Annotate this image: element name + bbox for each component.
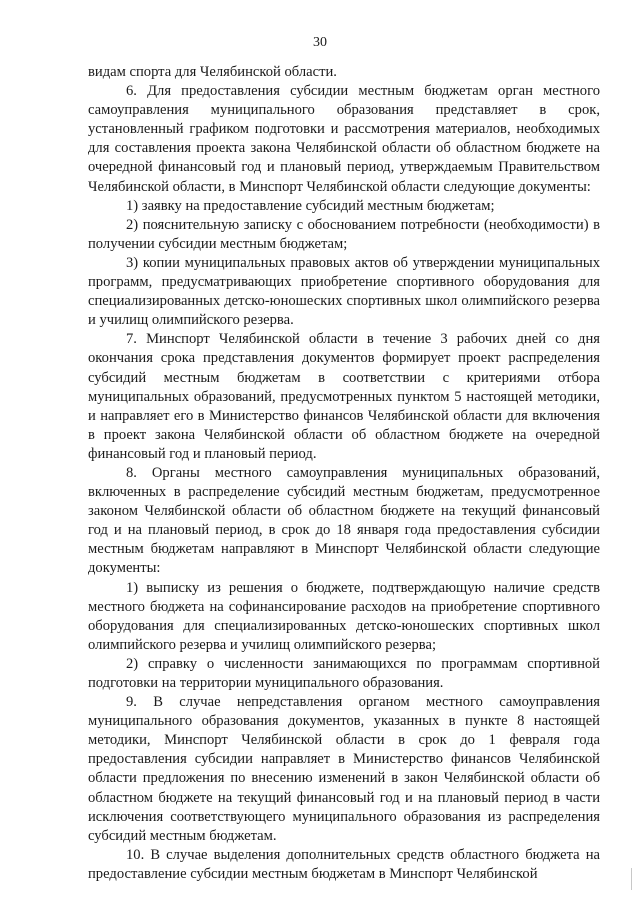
- paragraph-item-10: 10. В случае выделения дополнительных средств областного бюджета на предоставление субсидии местным бюджетам в Минспорт Челябинской: [88, 846, 600, 882]
- paragraph-subitem-8-1: 1) выписку из решения о бюджете, подтверждающую наличие средств местного бюджета на софинансирование расходов на приобретение спортивного оборудования для специализированных детско-юношеских спортивных школ олимпийского резерва и училищ олимпийского резерва;: [88, 579, 600, 653]
- paragraph-subitem-6-2: 2) пояснительную записку с обоснованием потребности (необходимости) в получении субсидии местным бюджетам;: [88, 216, 600, 252]
- paragraph-item-9: 9. В случае непредставления органом местного самоуправления муниципального образования документов, указанных в пункте 8 настоящей методики, Минспорт Челябинской области в срок до 1 февраля года предоставления субсидии направляет в Министерство финансов Челябинской области предложения по внесению изменений в закон Челябинской области об областном бюджете на текущий финансовый год и на плановый период в части исключения соответствующего муниципального образования из распределения субсидий местным бюджетам.: [88, 694, 600, 844]
- paragraph-item-8: 8. Органы местного самоуправления муниципальных образований, включенных в распределение субсидий местным бюджетам, предусмотренное законом Челябинской области об областном бюджете на текущий финансовый год и на плановый период, в срок до 18 января года предоставления субсидии местным бюджетам направляют в Минспорт Челябинской области следующие документы:: [88, 464, 600, 577]
- paragraph-subitem-8-2: 2) справку о численности занимающихся по программам спортивной подготовки на территории муниципального образования.: [88, 655, 600, 691]
- margin-mark: [631, 868, 632, 890]
- paragraph-subitem-6-3: 3) копии муниципальных правовых актов об утверждении муниципальных программ, предусматривающих приобретение спортивного оборудования для специализированных детско-юношеских спортивных школ олимпийского резерва и училищ олимпийского резерва.: [88, 254, 600, 329]
- paragraph-item-6: 6. Для предоставления субсидии местным бюджетам орган местного самоуправления муниципального образования представляет в срок, установленный графиком подготовки и рассмотрения материалов, необходимых для составления проекта закона Челябинской области об областном бюджете на очередной финансовый год и плановый период, утверждаемым Правительством Челябинской области, в Минспорт Челябинской области следующие документы:: [88, 83, 600, 195]
- page-number: 30: [313, 35, 327, 50]
- paragraph-subitem-6-1: 1) заявку на предоставление субсидий местным бюджетам;: [126, 197, 495, 214]
- document-body: [88, 63, 600, 884]
- paragraph-continuation: видам спорта для Челябинской области.: [88, 64, 337, 80]
- paragraph-item-7: 7. Минспорт Челябинской области в течение 3 рабочих дней со дня окончания срока представления документов формирует проект распределения субсидий местным бюджетам в соответствии с критериями отбора муниципальных образований, предусмотренных пунктом 5 настоящей методики, и направляет его в Министерство финансов Челябинской области для включения в проект закона Челябинской области об областном бюджете на очередной финансовый год и плановый период.: [88, 331, 600, 462]
